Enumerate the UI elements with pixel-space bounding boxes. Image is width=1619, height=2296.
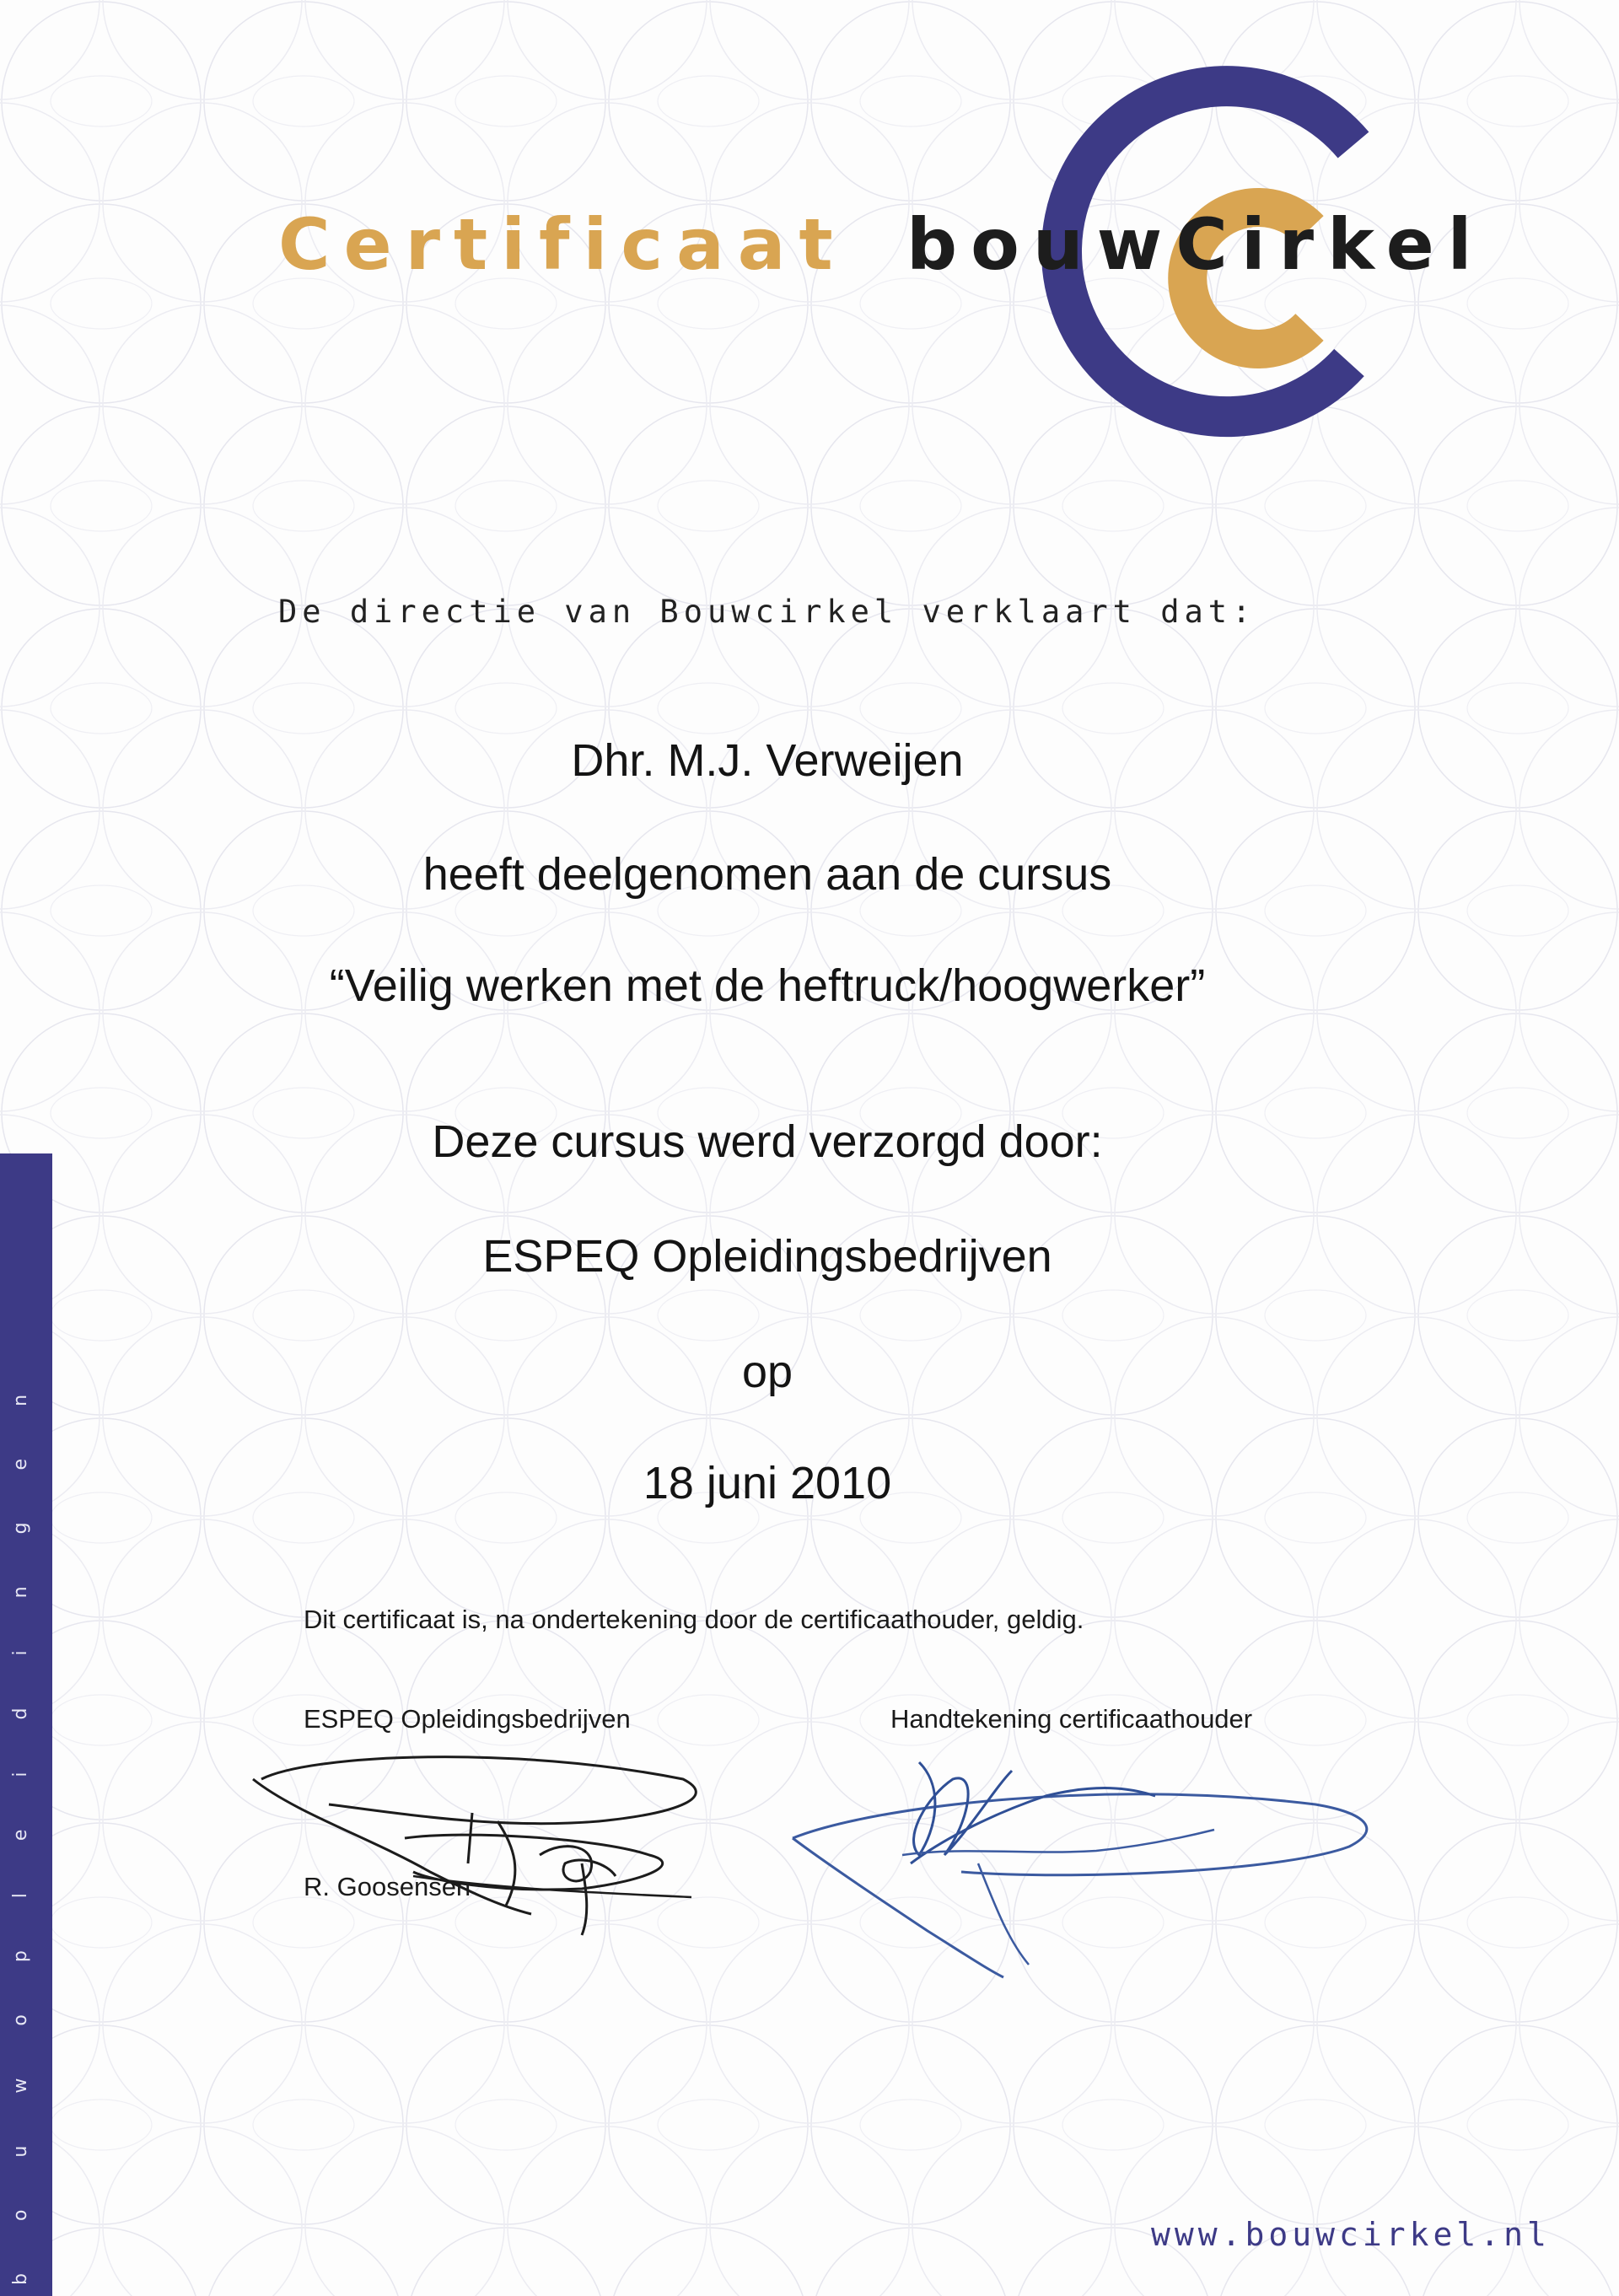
- bouwcirkel-logo: [0, 0, 1619, 455]
- left-signature: [245, 1745, 717, 1939]
- course-title: “Veilig werken met de heftruck/hoogwerker”: [329, 960, 1206, 1011]
- logo-word-bouwcirkel: bouwCirkel: [906, 203, 1486, 286]
- validity-note: Dit certificaat is, na ondertekening door de certificaathouder, geldig.: [304, 1605, 1084, 1634]
- on-word: op: [741, 1347, 793, 1397]
- course-date: 18 juni 2010: [643, 1458, 892, 1508]
- provider-name: ESPEQ Opleidingsbedrijven: [482, 1231, 1052, 1282]
- participation-line: heeft deelgenomen aan de cursus: [422, 849, 1112, 900]
- left-signature-label: ESPEQ Opleidingsbedrijven: [304, 1704, 631, 1734]
- sidebar-text: bouwopleidingen: [10, 1342, 31, 2285]
- right-signature-label: Handtekening certificaathouder: [890, 1704, 1253, 1734]
- right-signature: [776, 1737, 1383, 1981]
- left-signer-name: R. Goosensen: [304, 1872, 471, 1901]
- recipient-name: Dhr. M.J. Verweijen: [571, 735, 964, 786]
- provider-intro: Deze cursus werd verzorgd door:: [432, 1116, 1103, 1167]
- website-url: www.bouwcirkel.nl: [1151, 2216, 1551, 2253]
- declaration-text: De directie van Bouwcirkel verklaart dat:: [278, 594, 1256, 630]
- logo-word-certificaat: Certificaat: [278, 203, 847, 286]
